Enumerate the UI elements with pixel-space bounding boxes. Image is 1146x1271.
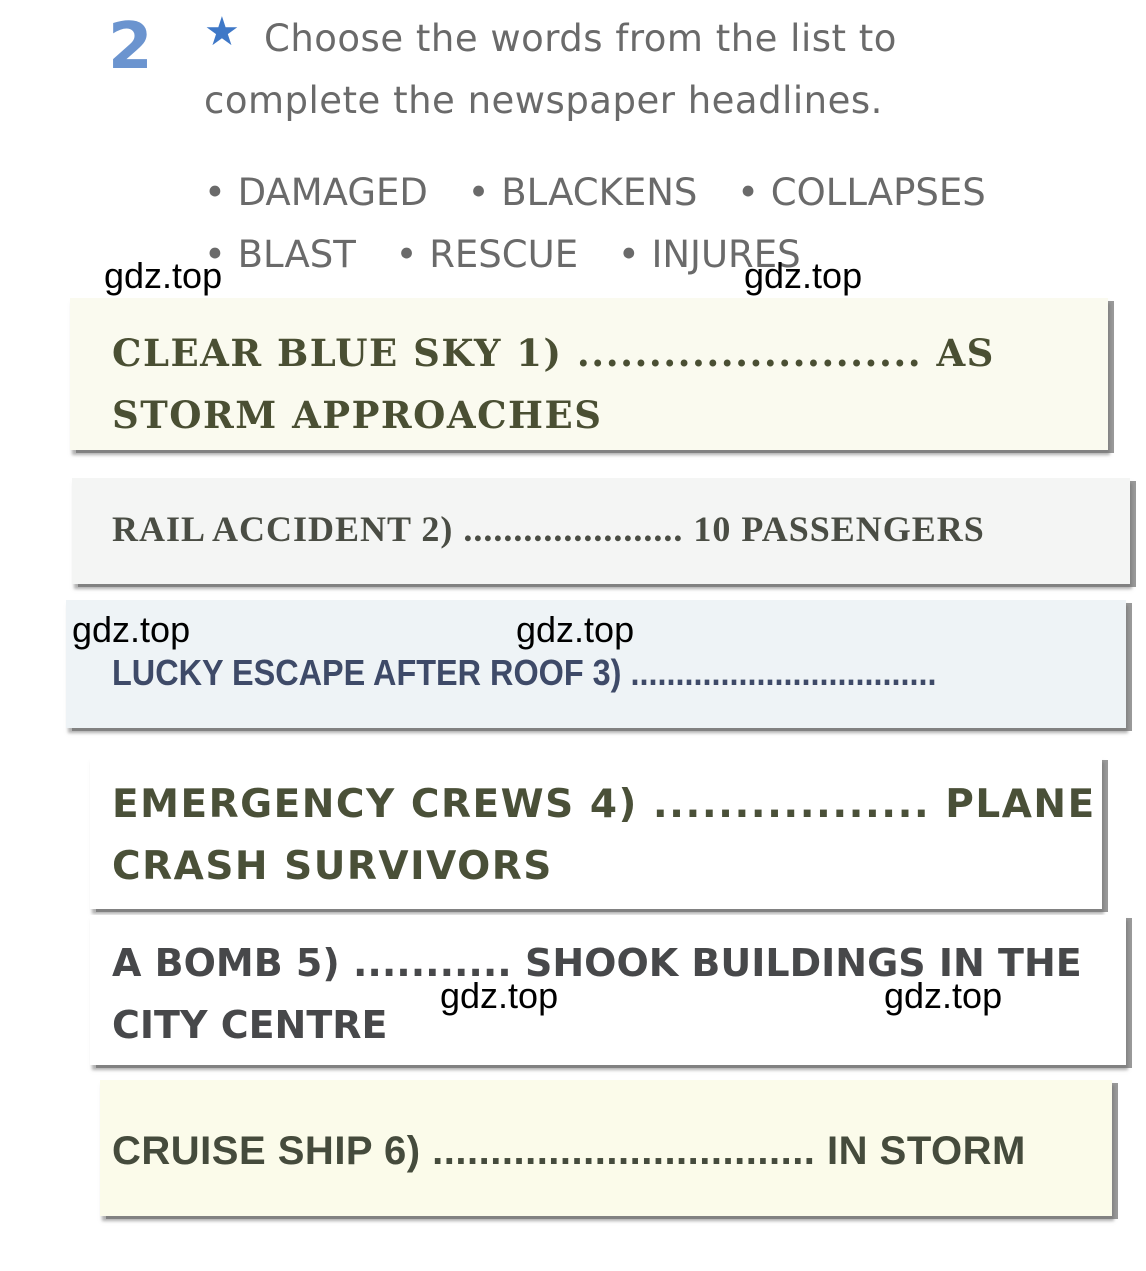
word-item: • RESCUE bbox=[396, 233, 578, 276]
word-item: • COLLAPSES bbox=[737, 171, 986, 214]
headline-4-line-1: EMERGENCY CREWS 4) ................. PLANE bbox=[112, 782, 1096, 827]
watermark: gdz.top bbox=[104, 255, 223, 296]
headline-1-line-1: CLEAR BLUE SKY 1) ........................ AS bbox=[112, 331, 995, 375]
headline-5-line-1: A BOMB 5) ........... SHOOK BUILDINGS IN THE bbox=[112, 941, 1082, 985]
watermark: gdz.top bbox=[744, 255, 863, 296]
headline-2: RAIL ACCIDENT 2) ...................... 10 PASSENGERS bbox=[112, 509, 985, 549]
word-item: • INJURES bbox=[618, 233, 801, 276]
exercise-number: 2 bbox=[108, 10, 153, 84]
headline-4-line-2: CRASH SURVIVORS bbox=[112, 844, 553, 889]
word-item: • BLAST bbox=[204, 233, 356, 276]
headline-5-line-2: CITY CENTRE bbox=[112, 1003, 388, 1047]
word-list-row bbox=[204, 162, 1004, 224]
headline-6: CRUISE SHIP 6) ................................. IN STORM bbox=[112, 1129, 1026, 1173]
word-item: • DAMAGED bbox=[204, 171, 428, 214]
watermark: gdz.top bbox=[516, 609, 635, 650]
watermark: gdz.top bbox=[440, 975, 559, 1016]
headline-3: LUCKY ESCAPE AFTER ROOF 3) .................................. bbox=[112, 652, 937, 693]
word-list-row bbox=[204, 224, 1004, 286]
word-item: • BLACKENS bbox=[468, 171, 698, 214]
watermark: gdz.top bbox=[72, 609, 191, 650]
headline-1-line-2: STORM APPROACHES bbox=[112, 393, 603, 437]
headline-4 bbox=[112, 774, 1096, 898]
exercise-instruction: Choose the words from the list to complete the newspaper headlines. bbox=[204, 17, 897, 122]
headline-1 bbox=[112, 322, 995, 446]
watermark: gdz.top bbox=[884, 975, 1003, 1016]
star-icon: ★ bbox=[204, 9, 240, 55]
word-list bbox=[204, 162, 1004, 286]
